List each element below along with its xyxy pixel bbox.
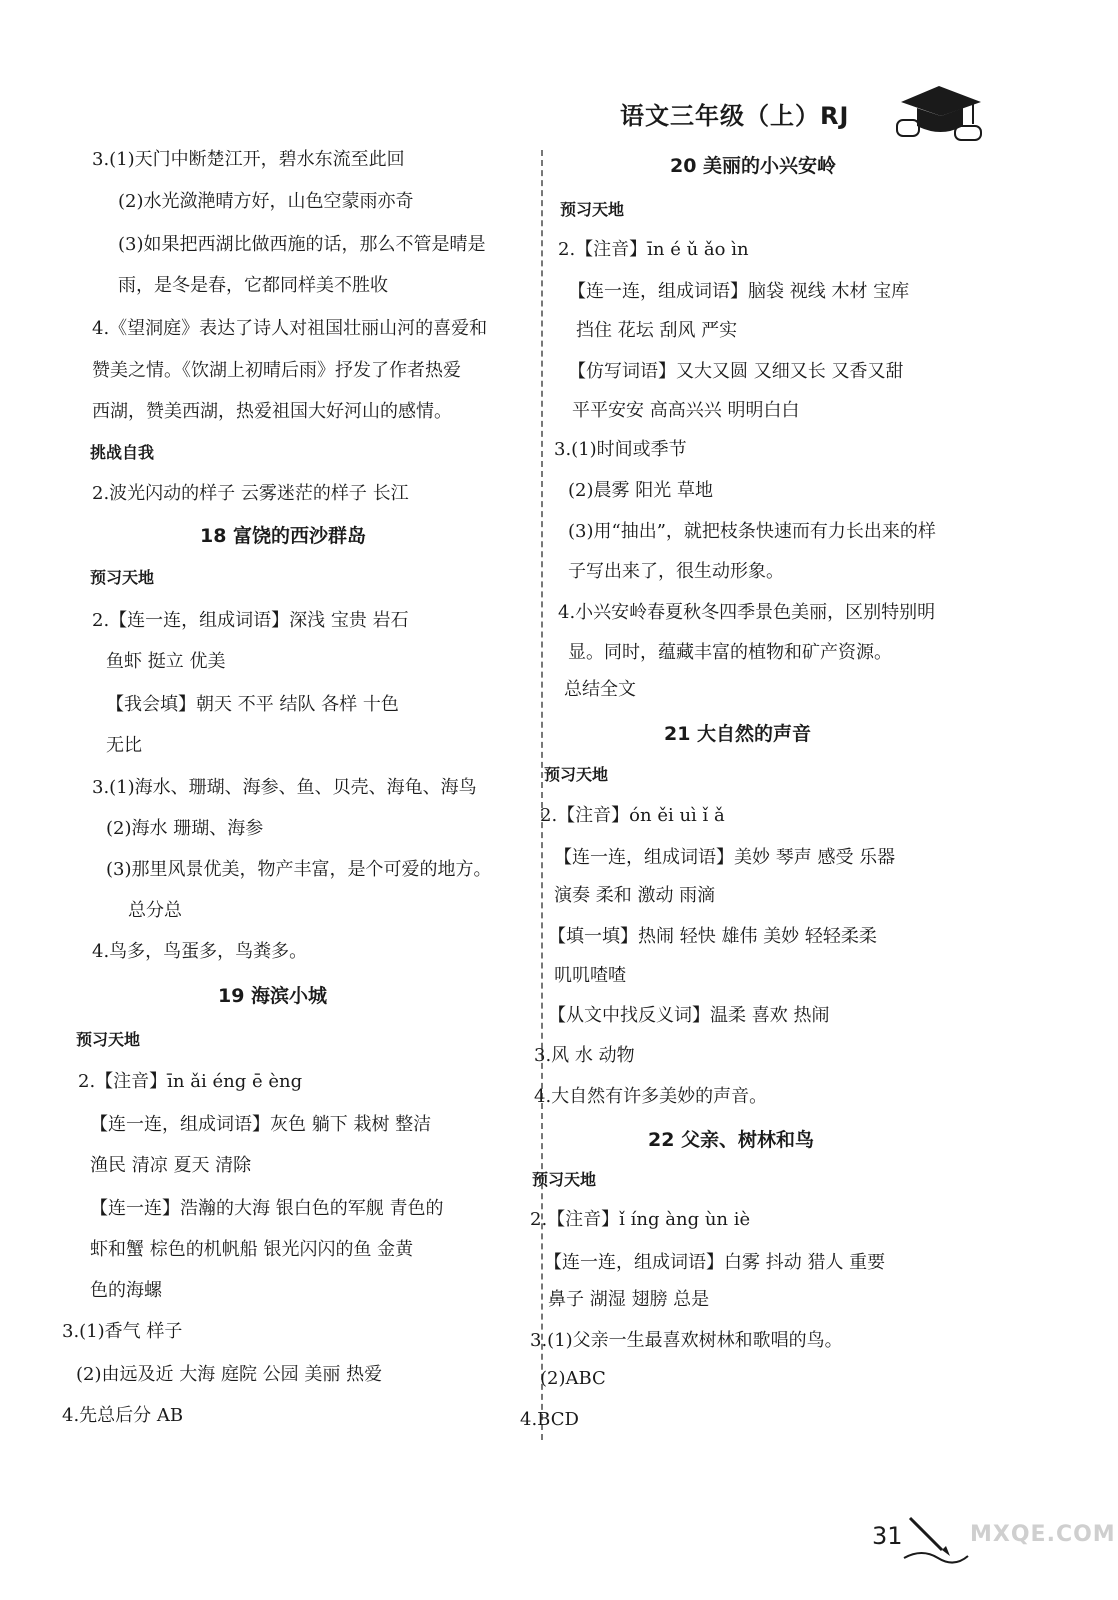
answer-line: 3.风 水 动物 <box>534 1045 635 1066</box>
section-heading: 预习天地 <box>76 1030 141 1049</box>
lesson-title: 21 大自然的声音 <box>664 723 812 745</box>
answer-line: (3)那里风景优美，物产丰富，是个可爱的地方。 <box>106 859 492 880</box>
answer-line: 【连一连，组成词语】美妙 琴声 感受 乐器 <box>554 847 896 868</box>
answer-line: 4.大自然有许多美妙的声音。 <box>534 1086 768 1107</box>
answer-line: 4.BCD <box>520 1409 579 1430</box>
answer-line: 【连一连，组成词语】白雾 抖动 猎人 重要 <box>544 1252 886 1273</box>
answer-line: 2.【注音】īn ǎi éng ē èng <box>78 1071 303 1092</box>
answer-line: 3.(1)父亲一生最喜欢树林和歌唱的鸟。 <box>530 1330 843 1351</box>
section-heading: 挑战自我 <box>90 443 155 462</box>
section-heading: 预习天地 <box>532 1170 597 1189</box>
answer-line: (3)用“抽出”，就把枝条快速而有力长出来的样 <box>568 521 936 542</box>
answer-line: 雨，是冬是春，它都同样美不胜收 <box>118 275 388 296</box>
column-divider <box>541 150 543 1440</box>
answer-line: 子写出来了，很生动形象。 <box>568 561 784 582</box>
watermark-text: MXQE.COM <box>970 1522 1116 1547</box>
answer-line: 西湖，赞美西湖，热爱祖国大好河山的感情。 <box>92 401 452 422</box>
answer-line: 3.(1)香气 样子 <box>62 1321 183 1342</box>
lesson-title: 19 海滨小城 <box>218 985 328 1007</box>
answer-line: 叽叽喳喳 <box>554 965 626 986</box>
answer-line: 4.鸟多，鸟蛋多，鸟粪多。 <box>92 941 308 962</box>
answer-line: 【连一连】浩瀚的大海 银白色的军舰 青色的 <box>90 1198 444 1219</box>
answer-line: 2.波光闪动的样子 云雾迷茫的样子 长江 <box>92 483 409 504</box>
lesson-title: 22 父亲、树林和鸟 <box>648 1129 815 1151</box>
answer-line: 渔民 清凉 夏天 清除 <box>90 1155 252 1176</box>
answer-line: 4.小兴安岭春夏秋冬四季景色美丽，区别特别明 <box>558 602 936 623</box>
answer-line: 3.(1)海水、珊瑚、海参、鱼、贝壳、海龟、海鸟 <box>92 777 477 798</box>
answer-line: 【填一填】热闹 轻快 雄伟 美妙 轻轻柔柔 <box>548 926 877 947</box>
answer-line: (2)海水 珊瑚、海参 <box>106 818 264 839</box>
answer-line: 2.【注音】ón ěi uì ǐ ǎ <box>540 805 725 826</box>
section-heading: 预习天地 <box>544 765 609 784</box>
section-heading: 预习天地 <box>90 568 155 587</box>
lesson-title: 18 富饶的西沙群岛 <box>200 525 367 547</box>
page-number: 31 <box>872 1522 903 1550</box>
answer-line: (2)由远及近 大海 庭院 公园 美丽 热爱 <box>76 1364 383 1385</box>
answer-line: 色的海螺 <box>90 1280 162 1301</box>
pencil-icon <box>902 1512 972 1564</box>
answer-line: 虾和蟹 棕色的机帆船 银光闪闪的鱼 金黄 <box>90 1239 414 1260</box>
answer-line: 赞美之情。《饮湖上初晴后雨》抒发了作者热爱 <box>92 360 461 381</box>
answer-line: 3.(1)时间或季节 <box>554 439 687 460</box>
answer-line: (2)晨雾 阳光 草地 <box>568 480 713 501</box>
answer-line: 2.【注音】ǐ íng àng ùn iè <box>530 1209 751 1230</box>
answer-line: 【仿写词语】又大又圆 又细又长 又香又甜 <box>568 361 904 382</box>
answer-line: 【连一连，组成词语】脑袋 视线 木材 宝库 <box>568 281 910 302</box>
answer-line: (3)如果把西湖比做西施的话，那么不管是晴是 <box>118 234 486 255</box>
answer-line: (2)水光潋滟晴方好，山色空蒙雨亦奇 <box>118 191 414 212</box>
answer-line: 4.先总后分 AB <box>62 1405 184 1426</box>
lesson-title: 20 美丽的小兴安岭 <box>670 155 837 177</box>
answer-line: 【从文中找反义词】温柔 喜欢 热闹 <box>548 1005 830 1026</box>
answer-line: 鱼虾 挺立 优美 <box>106 651 226 672</box>
answer-line: 【我会填】朝天 不平 结队 各样 十色 <box>106 694 399 715</box>
answer-line: 挡住 花坛 刮风 严实 <box>576 320 738 341</box>
answer-line: 演奏 柔和 激动 雨滴 <box>554 885 716 906</box>
answer-line: 2.【注音】īn é ǔ ǎo ìn <box>558 239 749 260</box>
answer-line: 无比 <box>106 735 142 756</box>
answer-line: 总分总 <box>128 900 182 921</box>
header-title: 语文三年级（上）RJ <box>620 102 850 130</box>
answer-line: 3.(1)天门中断楚江开，碧水东流至此回 <box>92 149 405 170</box>
section-heading: 预习天地 <box>560 200 625 219</box>
answer-line: 平平安安 高高兴兴 明明白白 <box>572 400 800 421</box>
answer-line: 2.【连一连，组成词语】深浅 宝贵 岩石 <box>92 610 409 631</box>
answer-line: (2)ABC <box>540 1368 606 1389</box>
graduation-cap-icon <box>893 74 985 144</box>
answer-line: 总结全文 <box>564 679 636 700</box>
answer-line: 显。同时，蕴藏丰富的植物和矿产资源。 <box>568 642 892 663</box>
answer-line: 4.《望洞庭》表达了诗人对祖国壮丽山河的喜爱和 <box>92 318 488 339</box>
answer-line: 【连一连，组成词语】灰色 躺下 栽树 整洁 <box>90 1114 432 1135</box>
answer-line: 鼻子 湖湿 翅膀 总是 <box>548 1289 710 1310</box>
